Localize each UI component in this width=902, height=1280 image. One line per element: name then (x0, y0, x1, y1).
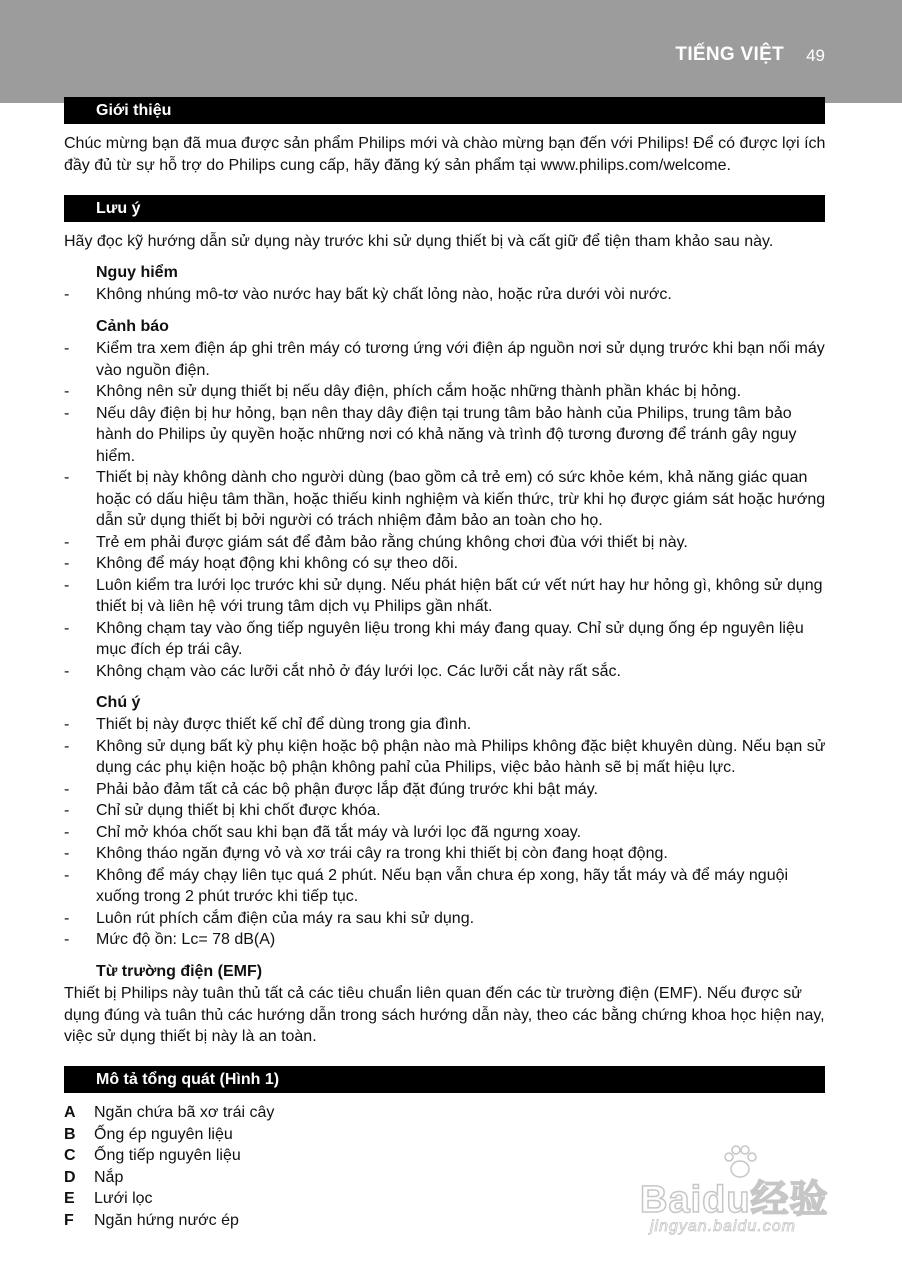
list-item: D Nắp (64, 1168, 124, 1186)
caution-list (64, 714, 828, 951)
list-item: - Nếu dây điện bị hư hỏng, bạn nên thay dây điện tại trung tâm bảo hành của Philips, trung tâm bảo hành do Philips ủy quyền hoặc những nơi có khả năng và trình độ tương đương để tránh gây nguy hiểm. (64, 404, 797, 465)
list-item: F Ngăn hứng nước ép (64, 1211, 239, 1229)
warning-list (64, 338, 828, 682)
list-item: - Trẻ em phải được giám sát để đảm bảo rằng chúng không chơi đùa với thiết bị này. (64, 533, 688, 551)
list-item: - Không chạm vào các lưỡi cắt nhỏ ở đáy lưới lọc. Các lưỡi cắt này rất sắc. (64, 662, 621, 680)
caution-heading: Chú ý (96, 694, 141, 711)
list-item: - Luôn rút phích cắm điện của máy ra sau khi sử dụng. (64, 909, 475, 927)
intro-text: Chúc mừng bạn đã mua được sản phẩm Philips mới và chào mừng bạn đến với Philips! Để có được lợi ích đầy đủ từ sự hỗ trợ do Philips cung cấp, hãy đăng ký sản phẩm tại www.philips.com/welcome. (64, 135, 826, 174)
page-number: 49 (806, 46, 825, 65)
emf-heading: Từ trường điện (EMF) (96, 963, 263, 980)
list-item: - Không nên sử dụng thiết bị nếu dây điện, phích cắm hoặc những thành phần khác bị hỏng. (64, 383, 742, 400)
list-item: - Chỉ mở khóa chốt sau khi bạn đã tắt máy và lưới lọc đã ngưng xoay. (64, 823, 582, 841)
danger-list (64, 284, 828, 306)
section-heading-overview: Mô tả tổng quát (Hình 1) (64, 1066, 825, 1093)
watermark-logo: Baidu经验 (640, 1179, 829, 1221)
list-item: - Thiết bị này được thiết kế chỉ để dùng trong gia đình. (64, 716, 472, 733)
list-item: - Không chạm tay vào ống tiếp nguyên liệu trong khi máy đang quay. Chỉ sử dụng ống ép nguyên liệu mục đích ép trái cây. (64, 619, 804, 658)
baidu-watermark (640, 1142, 860, 1242)
list-item: - Không nhúng mô-tơ vào nước hay bất kỳ chất lỏng nào, hoặc rửa dưới vòi nước. (64, 286, 672, 303)
warning-heading: Cảnh báo (96, 318, 169, 335)
list-item: - Luôn kiểm tra lưới lọc trước khi sử dụng. Nếu phát hiện bất cứ vết nứt hay hư hỏng gì, không sử dụng thiết bị và liên hệ với trung tâm dịch vụ Philips gần nhất. (64, 576, 823, 615)
list-item: - Không để máy chạy liên tục quá 2 phút. Nếu bạn vẫn chưa ép xong, hãy tắt máy và để máy nguội xuống trong 2 phút trước khi tiếp tục. (64, 866, 789, 905)
list-item: - Phải bảo đảm tất cả các bộ phận được lắp đặt đúng trước khi bật máy. (64, 780, 598, 798)
list-item: E Lưới lọc (64, 1190, 153, 1207)
list-item: - Không tháo ngăn đựng vỏ và xơ trái cây ra trong khi thiết bị còn đang hoạt động. (64, 845, 668, 862)
section-heading-intro: Giới thiệu (64, 97, 825, 124)
list-item: - Không sử dụng bất kỳ phụ kiện hoặc bộ phận nào mà Philips không đặc biệt khuyên dùng. Nếu bạn sử dụng các phụ kiện hoặc bộ phận không pahỉ của Philips, việc bảo hành sẽ bị mất hiệu lực. (64, 737, 826, 776)
list-item: A Ngăn chứa bã xơ trái cây (64, 1104, 275, 1121)
list-item: B Ống ép nguyên liệu (64, 1125, 233, 1143)
list-item: - Chỉ sử dụng thiết bị khi chốt được khóa. (64, 802, 381, 819)
list-item: - Mức độ ồn: Lc= 78 dB(A) (64, 931, 276, 948)
section-heading-notes: Lưu ý (64, 195, 825, 222)
emf-text: Thiết bị Philips này tuân thủ tất cả các tiêu chuẩn liên quan đến các từ trường điện (EMF). Nếu được sử dụng đúng và tuân thủ các hướng dẫn trong sách hướng dẫn này, theo các bằng chứng khoa học hiện nay, việc sử dụng thiết bị này là an toàn. (64, 985, 825, 1045)
header-language: TIẾNG VIỆT (675, 44, 784, 65)
list-item: C Ống tiếp nguyên liệu (64, 1147, 241, 1164)
danger-heading: Nguy hiểm (96, 264, 178, 281)
notes-intro-text: Hãy đọc kỹ hướng dẫn sử dụng này trước khi sử dụng thiết bị và cất giữ để tiện tham khảo sau này. (64, 233, 774, 250)
parts-list (64, 1102, 274, 1231)
watermark-url: jingyan.baidu.com (650, 1218, 796, 1235)
list-item: - Không để máy hoạt động khi không có sự theo dõi. (64, 555, 459, 572)
list-item: - Kiểm tra xem điện áp ghi trên máy có tương ứng với điện áp nguồn nơi sử dụng trước khi bạn nối máy vào nguồn điện. (64, 340, 825, 379)
list-item: - Thiết bị này không dành cho người dùng (bao gồm cả trẻ em) có sức khỏe kém, khả năng giác quan hoặc có dấu hiệu tâm thần, hoặc thiếu kinh nghiệm và kiến thức, trừ khi họ được giám sát hoặc hướng dẫn sử dụng thiết bị bởi người có trách nhiệm đảm bảo an toàn cho họ. (64, 469, 826, 529)
